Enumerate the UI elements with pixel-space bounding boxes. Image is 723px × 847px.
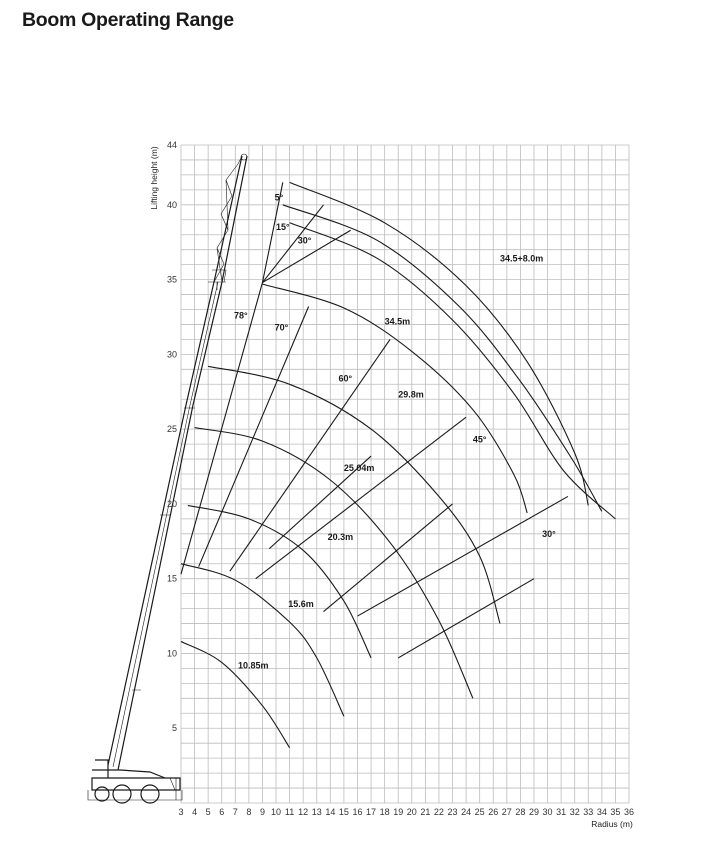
y-tick-label: 44	[166, 140, 177, 150]
x-tick-label: 21	[420, 807, 431, 817]
boom-angle-line	[256, 417, 466, 579]
x-tick-label: 30	[542, 807, 553, 817]
x-tick-label: 26	[488, 807, 499, 817]
x-tick-label: 35	[610, 807, 621, 817]
x-tick-label: 17	[366, 807, 377, 817]
chart-annotation: 30°	[542, 528, 556, 539]
boom-length-curve	[195, 428, 473, 699]
x-tick-label: 22	[433, 807, 444, 817]
x-tick-label: 32	[569, 807, 580, 817]
construction-line	[324, 504, 453, 612]
x-tick-label: 3	[178, 807, 184, 817]
x-tick-label: 8	[246, 807, 252, 817]
chart-annotation: 15.6m	[288, 599, 314, 610]
jib-angle-line	[262, 205, 323, 283]
chart-annotation: 5°	[274, 192, 284, 203]
x-tick-label: 24	[461, 807, 472, 817]
chart-annotation: 78°	[233, 310, 248, 321]
crane-deck	[92, 760, 165, 778]
chart-annotation: 34.5+8.0m	[500, 253, 544, 264]
x-tick-label: 18	[379, 807, 390, 817]
x-tick-label: 23	[447, 807, 458, 817]
chart-annotation: 10.85m	[238, 660, 269, 671]
page-title: Boom Operating Range	[22, 9, 234, 31]
x-tick-label: 33	[583, 807, 594, 817]
crane-boom	[108, 282, 222, 770]
x-tick-label: 36	[623, 807, 635, 817]
chart-grid	[181, 145, 629, 803]
x-tick-label: 29	[528, 807, 539, 817]
x-tick-label: 5	[205, 807, 211, 817]
y-tick-label: 5	[171, 723, 177, 734]
x-tick-label: 31	[556, 807, 567, 817]
y-tick-label: 15	[166, 573, 177, 584]
radius-construction-lines	[269, 456, 534, 658]
crane-boom-joints	[132, 282, 226, 690]
x-tick-label: 27	[501, 807, 512, 817]
chart-annotation: 70°	[274, 322, 289, 333]
x-tick-label: 28	[515, 807, 526, 817]
boom-length-curve	[208, 366, 500, 623]
y-axis-ticks	[167, 140, 177, 733]
x-tick-label: 16	[352, 807, 363, 817]
y-tick-label: 20	[166, 498, 177, 509]
chart-annotation: 34.5m	[384, 316, 411, 327]
x-tick-label: 19	[393, 807, 404, 817]
x-axis-ticks	[178, 807, 634, 817]
x-tick-label: 10	[271, 807, 282, 817]
chart-annotation: 45°	[472, 434, 487, 445]
x-tick-label: 4	[192, 807, 198, 817]
crane-outrigger	[88, 778, 182, 800]
chart-annotations	[234, 192, 556, 670]
chart-annotation: 29.8m	[398, 389, 424, 400]
y-tick-label: 35	[166, 274, 177, 285]
chart-annotation: 60°	[338, 373, 353, 384]
chart-annotation: 30°	[297, 235, 312, 246]
x-tick-label: 11	[284, 807, 295, 817]
x-tick-label: 12	[298, 807, 309, 817]
y-tick-label: 25	[166, 424, 177, 435]
crane-illustration	[88, 154, 247, 803]
x-tick-label: 7	[232, 807, 238, 817]
x-axis-label: Radius (m)	[591, 819, 633, 829]
y-tick-label: 40	[166, 199, 177, 210]
y-tick-label: 30	[166, 349, 177, 360]
boom-angle-lines	[181, 283, 568, 616]
y-tick-label: 10	[166, 648, 177, 659]
x-tick-label: 20	[406, 807, 417, 817]
x-tick-label: 15	[338, 807, 349, 817]
chart-annotation: 20.3m	[327, 531, 354, 542]
x-tick-label: 14	[325, 807, 336, 817]
crane-wheel-front	[95, 787, 109, 801]
x-tick-label: 13	[311, 807, 322, 817]
chart-annotation: 15°	[276, 222, 290, 233]
y-axis-label: Lifting height (m)	[149, 146, 159, 210]
x-tick-label: 9	[259, 807, 265, 817]
x-tick-label: 6	[219, 807, 225, 817]
chart-annotation: 25.04m	[343, 463, 375, 474]
x-tick-label: 34	[596, 807, 607, 817]
x-tick-label: 25	[474, 807, 485, 817]
